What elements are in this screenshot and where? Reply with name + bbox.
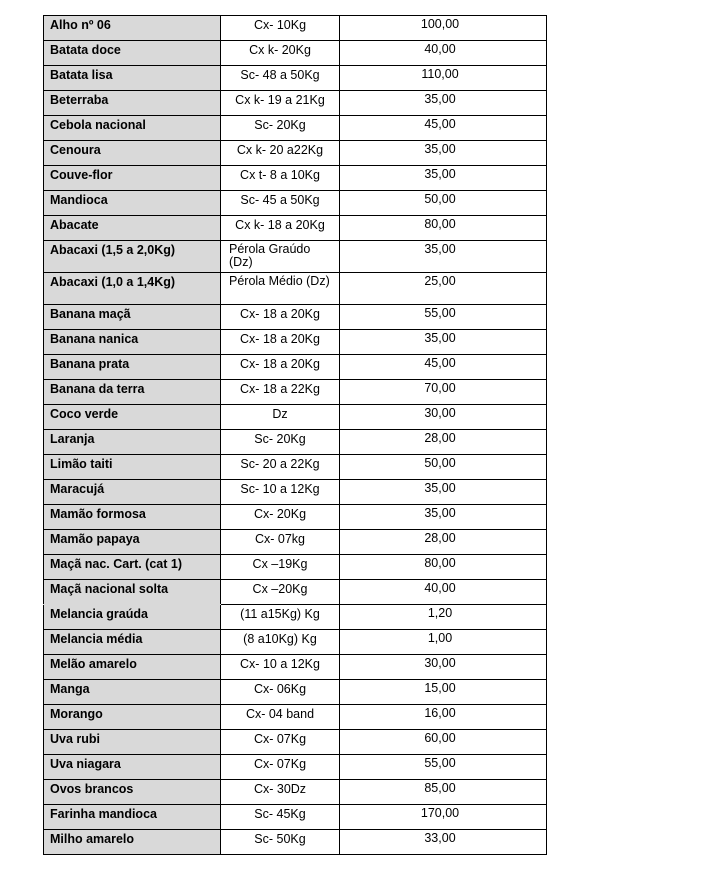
package-unit: Cx k- 18 a 20Kg — [221, 216, 340, 241]
product-name: Abacate — [44, 216, 221, 241]
product-name: Mamão formosa — [44, 505, 221, 530]
table-row — [44, 241, 547, 273]
package-unit: Cx- 07Kg — [221, 730, 340, 755]
product-name: Morango — [44, 705, 221, 730]
price-value: 16,00 — [340, 705, 547, 730]
table-row — [44, 755, 547, 780]
price-value: 1,20 — [340, 605, 547, 630]
package-unit: Sc- 45Kg — [221, 805, 340, 830]
package-unit: Sc- 50Kg — [221, 830, 340, 855]
price-value: 35,00 — [340, 330, 547, 355]
table-row — [44, 730, 547, 755]
product-name: Alho nº 06 — [44, 16, 221, 41]
package-unit: (8 a10Kg) Kg — [221, 630, 340, 655]
price-value: 28,00 — [340, 530, 547, 555]
product-name: Melão amarelo — [44, 655, 221, 680]
price-value: 30,00 — [340, 655, 547, 680]
product-name: Cebola nacional — [44, 116, 221, 141]
product-name: Ovos brancos — [44, 780, 221, 805]
product-name: Maçã nac. Cart. (cat 1) — [44, 555, 221, 580]
package-unit: Dz — [221, 405, 340, 430]
table-row — [44, 530, 547, 555]
product-name: Mandioca — [44, 191, 221, 216]
product-name: Mamão papaya — [44, 530, 221, 555]
table-row — [44, 305, 547, 330]
package-unit: (11 a15Kg) Kg — [221, 605, 340, 630]
price-value: 35,00 — [340, 166, 547, 191]
product-name: Laranja — [44, 430, 221, 455]
product-name: Banana nanica — [44, 330, 221, 355]
package-unit: Cx- 18 a 20Kg — [221, 305, 340, 330]
price-value: 100,00 — [340, 16, 547, 41]
table-row — [44, 41, 547, 66]
package-unit: Cx- 04 band — [221, 705, 340, 730]
package-unit: Pérola Médio (Dz) — [221, 273, 340, 305]
price-value: 50,00 — [340, 455, 547, 480]
table-row — [44, 380, 547, 405]
product-name: Maçã nacional solta — [44, 580, 221, 605]
table-row — [44, 66, 547, 91]
package-unit: Cx- 30Dz — [221, 780, 340, 805]
price-table-body — [44, 16, 547, 855]
price-value: 40,00 — [340, 580, 547, 605]
package-unit: Cx –19Kg — [221, 555, 340, 580]
package-unit: Cx- 07Kg — [221, 755, 340, 780]
product-name: Melancia média — [44, 630, 221, 655]
price-value: 28,00 — [340, 430, 547, 455]
price-value: 170,00 — [340, 805, 547, 830]
product-name: Uva rubi — [44, 730, 221, 755]
product-name: Abacaxi (1,5 a 2,0Kg) — [44, 241, 221, 273]
product-name: Banana da terra — [44, 380, 221, 405]
package-unit: Sc- 48 a 50Kg — [221, 66, 340, 91]
table-row — [44, 166, 547, 191]
package-unit: Cx- 18 a 20Kg — [221, 330, 340, 355]
product-name: Coco verde — [44, 405, 221, 430]
package-unit: Cx k- 20 a22Kg — [221, 141, 340, 166]
table-row — [44, 830, 547, 855]
price-value: 45,00 — [340, 116, 547, 141]
product-name: Uva niagara — [44, 755, 221, 780]
table-row — [44, 16, 547, 41]
price-value: 35,00 — [340, 141, 547, 166]
package-unit: Sc- 20 a 22Kg — [221, 455, 340, 480]
package-unit: Cx k- 20Kg — [221, 41, 340, 66]
product-name: Beterraba — [44, 91, 221, 116]
table-row — [44, 780, 547, 805]
price-value: 60,00 — [340, 730, 547, 755]
product-name: Manga — [44, 680, 221, 705]
price-value: 80,00 — [340, 216, 547, 241]
package-unit: Cx- 10Kg — [221, 16, 340, 41]
product-name: Abacaxi (1,0 a 1,4Kg) — [44, 273, 221, 305]
product-name: Couve-flor — [44, 166, 221, 191]
product-name: Cenoura — [44, 141, 221, 166]
table-row — [44, 805, 547, 830]
price-table — [43, 15, 547, 855]
package-unit: Cx- 07kg — [221, 530, 340, 555]
package-unit: Sc- 10 a 12Kg — [221, 480, 340, 505]
package-unit: Sc- 45 a 50Kg — [221, 191, 340, 216]
table-row — [44, 405, 547, 430]
price-value: 70,00 — [340, 380, 547, 405]
price-value: 25,00 — [340, 273, 547, 305]
table-row — [44, 273, 547, 305]
product-name: Maracujá — [44, 480, 221, 505]
product-name: Banana prata — [44, 355, 221, 380]
price-value: 85,00 — [340, 780, 547, 805]
price-value: 50,00 — [340, 191, 547, 216]
package-unit: Cx k- 19 a 21Kg — [221, 91, 340, 116]
price-value: 33,00 — [340, 830, 547, 855]
price-value: 35,00 — [340, 505, 547, 530]
package-unit: Sc- 20Kg — [221, 116, 340, 141]
table-row — [44, 191, 547, 216]
price-value: 80,00 — [340, 555, 547, 580]
table-row — [44, 705, 547, 730]
price-value: 30,00 — [340, 405, 547, 430]
table-row — [44, 555, 547, 580]
price-value: 15,00 — [340, 680, 547, 705]
table-row — [44, 141, 547, 166]
package-unit: Cx- 18 a 22Kg — [221, 380, 340, 405]
table-row — [44, 216, 547, 241]
price-value: 40,00 — [340, 41, 547, 66]
product-name: Melancia graúda — [44, 605, 221, 630]
price-value: 35,00 — [340, 480, 547, 505]
table-row — [44, 116, 547, 141]
product-name: Banana maçã — [44, 305, 221, 330]
price-value: 35,00 — [340, 91, 547, 116]
table-row — [44, 455, 547, 480]
table-row — [44, 91, 547, 116]
package-unit: Cx –20Kg — [221, 580, 340, 605]
price-value: 1,00 — [340, 630, 547, 655]
package-unit: Sc- 20Kg — [221, 430, 340, 455]
package-unit: Cx- 20Kg — [221, 505, 340, 530]
product-name: Limão taiti — [44, 455, 221, 480]
price-value: 35,00 — [340, 241, 547, 273]
product-name: Batata lisa — [44, 66, 221, 91]
table-row — [44, 480, 547, 505]
package-unit: Cx- 10 a 12Kg — [221, 655, 340, 680]
table-row — [44, 355, 547, 380]
table-row — [44, 580, 547, 605]
table-row — [44, 605, 547, 630]
table-row — [44, 330, 547, 355]
package-unit: Pérola Graúdo (Dz) — [221, 241, 340, 273]
package-unit: Cx- 06Kg — [221, 680, 340, 705]
price-value: 45,00 — [340, 355, 547, 380]
table-row — [44, 430, 547, 455]
price-value: 55,00 — [340, 305, 547, 330]
table-row — [44, 680, 547, 705]
table-row — [44, 630, 547, 655]
table-row — [44, 505, 547, 530]
package-unit: Cx t- 8 a 10Kg — [221, 166, 340, 191]
price-value: 55,00 — [340, 755, 547, 780]
product-name: Farinha mandioca — [44, 805, 221, 830]
product-name: Milho amarelo — [44, 830, 221, 855]
table-row — [44, 655, 547, 680]
package-unit: Cx- 18 a 20Kg — [221, 355, 340, 380]
price-value: 110,00 — [340, 66, 547, 91]
product-name: Batata doce — [44, 41, 221, 66]
